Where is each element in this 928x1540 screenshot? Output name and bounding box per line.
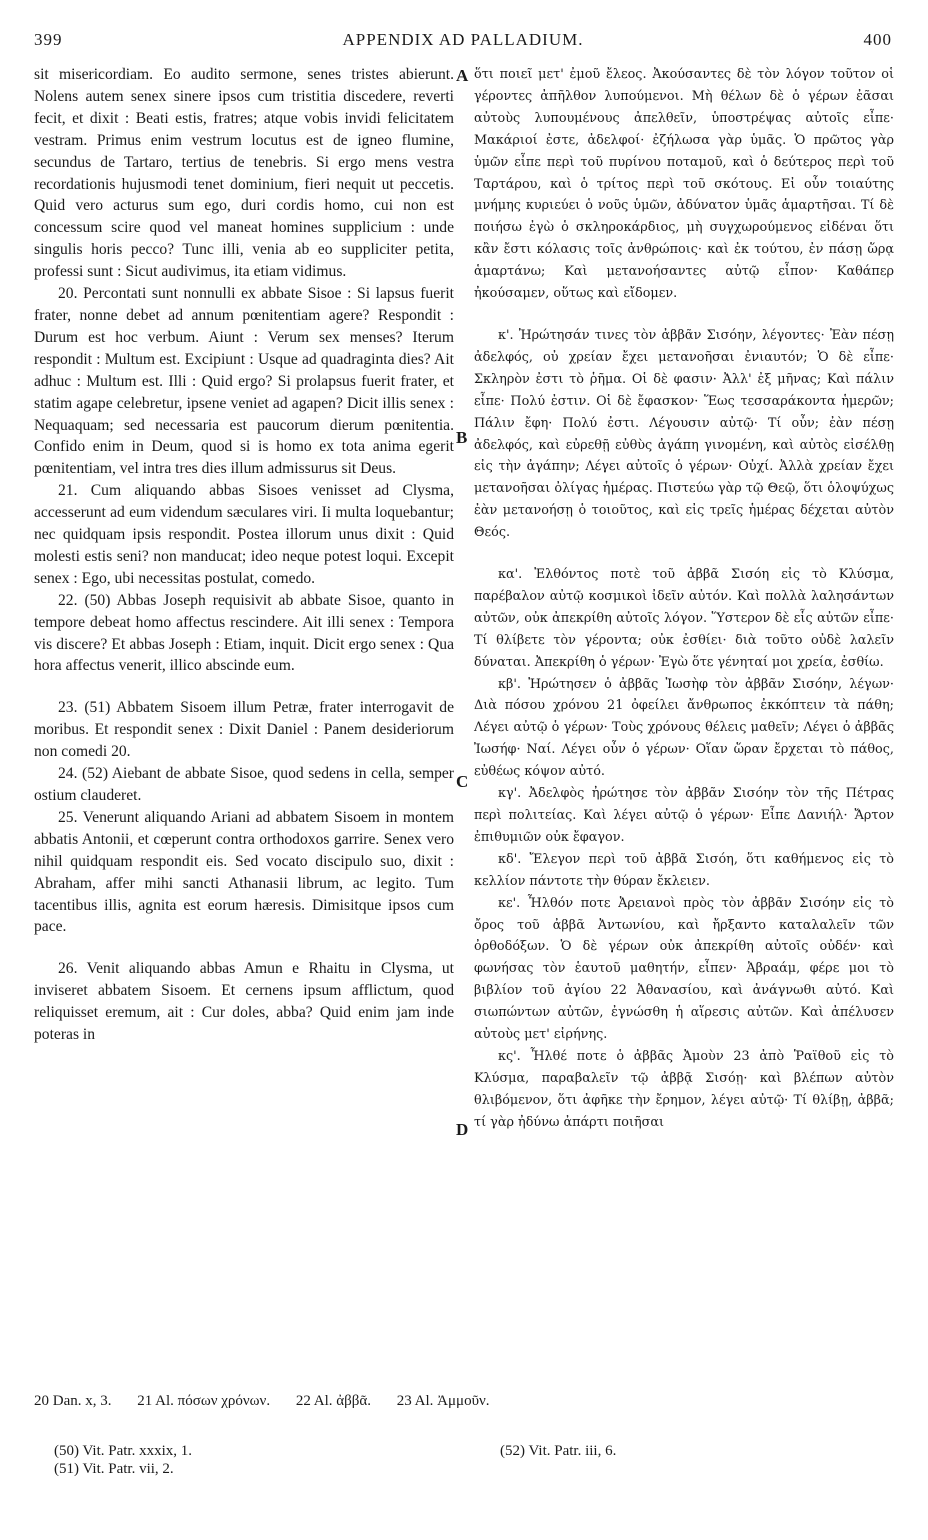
source-reference: (51) Vit. Patr. vii, 2. bbox=[54, 1461, 174, 1477]
running-header bbox=[34, 30, 892, 54]
footnote: 21 Al. πόσων χρόνων. bbox=[137, 1393, 271, 1409]
margin-marker-d: D bbox=[456, 1120, 469, 1139]
greek-paragraph: κα'. Ἐλθόντος ποτὲ τοῦ ἀββᾶ Σισόη εἰς τὸ Κλύσμα, παρέβαλον αὐτῷ κοσμικοὶ ἰδεῖν αὐτόν. Καὶ πολλὰ λαλησάντων αὐτῶν, οὐκ ἀπεκρίθη αὐτοῖς λόγον. Ὕστερον δὲ εἷς αὐτῶν εἶπε· Τί θλίβετε τὸν γέροντα; οὐκ ἐσθίει· διὰ τοῦτο οὐδὲ λαλεῖν δύναται. Ἀπεκρίθη ὁ γέρων· Ἐγὼ ὅτε γένηταί μοι χρεία, ἐσθίω. bbox=[474, 567, 894, 670]
latin-paragraph: 20. Percontati sunt nonnulli ex abbate Sisoe : Si lapsus fuerit frater, nonne debet ad annum pœnitentiam agere? Respondit : Durum est hoc verbum. Aiunt : Verum sex menses? Iterum respondit : Multum est. Excipiunt : Usque ad quadraginta dies? Ait adhuc : Multum est. Illi : Quid ergo? Si prolapsus fuerit frater, et statim agape celebretur, ipsene veniet ad agapen? Dicit illis senex : Nequaquam; sed necessaria est paucorum dierum pœnitentia. Confido enim in Deum, quod si is homo ex tota anima egerit pœnitentiam, vel intra tres dies illum admissurus sit Deus. bbox=[34, 285, 454, 478]
latin-paragraph: 24. (52) Aiebant de abbate Sisoe, quod sedens in cella, semper ostium clauderet. bbox=[34, 765, 454, 804]
latin-paragraph: 26. Venit aliquando abbas Amun e Rhaitu in Clysma, ut inviseret abbatem Sisoem. Et cernens ipsum afflictum, quod reliquisset eremum, ait : Cur doles, abba? Quid enim jam inde poteras in bbox=[34, 960, 454, 1044]
latin-paragraph: sit misericordiam. Eo audito sermone, senes tristes abierunt. Nolens autem senex sinere ipsos cum tristitia discedere, reverti fecit, et dixit : Beati estis, fratres; atque vobis invidi felicitatem vestram. Primus enim vestrum locutus est de igneo flumine, secundus de Tartaro, tertius de tenebris. Si ergo mens vestra recordationis hujusmodi tenet dominium, fieri nequit ut peccetis. Quid vero acturus sum ego, duri cordis homo, cui non est concessum scire quod vel maneat homines supplicium : unde singulis horis pecco? Tunc illi, venia ab eo suppliciter petita, professi sunt : Sicut audivimus, ita etiam vidimus. bbox=[34, 66, 454, 281]
latin-paragraph: 22. (50) Abbas Joseph requisivit ab abbate Sisoe, quanto in tempore debeat homo affectus rescindere. Ait illi senex : Tempora vis discere? Et abbas Joseph : Etiam, inquit. Dicit ergo senex : Qua hora affectus venerit, illico abscinde eum. bbox=[34, 591, 454, 675]
latin-paragraph: 25. Venerunt aliquando Ariani ad abbatem Sisoem in montem abbatis Antonii, et cœperunt contra orthodoxos garrire. Senex vero nihil quidquam respondit eis. Sed vocato discipulo suo, dixit : Abraham, affer mihi sancti Athanasii librum, ac legito. Tum tacentibus illis, agnita est eorum hæresis. Dimisitque ipsos cum pace. bbox=[34, 808, 454, 936]
margin-marker-b: B bbox=[456, 428, 468, 447]
greek-column bbox=[474, 64, 894, 1134]
margin-marker-a: A bbox=[456, 66, 469, 85]
latin-paragraph: 21. Cum aliquando abbas Sisoes venisset ad Clysma, accesserunt ad eum videndum sæculares viri. Ii multa loquebantur; nec quidquam ipsis respondit. Postea illorum unus dixit : Quid molesti estis seni? non manducat; ideo neque potest loqui. Excepit senex : Ego, ubi necessitas postulat, comedo. bbox=[34, 482, 454, 587]
source-list-left bbox=[54, 1442, 192, 1478]
latin-column bbox=[34, 64, 454, 1046]
page-number-left: 399 bbox=[34, 30, 63, 49]
greek-paragraph: κδ'. Ἔλεγον περὶ τοῦ ἀββᾶ Σισόη, ὅτι καθήμενος εἰς τὸ κελλίον πάντοτε τὴν θύραν ἔκλειεν. bbox=[474, 851, 894, 889]
running-title: APPENDIX AD PALLADIUM. bbox=[342, 30, 584, 49]
footnotes bbox=[34, 1393, 892, 1410]
greek-paragraph: κ'. Ἠρώτησάν τινες τὸν ἀββᾶν Σισόην, λέγοντες· Ἐὰν πέσῃ ἀδελφός, οὐ χρείαν ἔχει μετανοῆσαι ἐνιαυτόν; Ὁ δὲ εἶπε· Σκληρὸν ἐστι τὸ ῥῆμα. Οἱ δὲ φασιν· Ἀλλ' ἐξ μῆνας; Καὶ πάλιν εἶπε· Πολύ ἐστιν. Οἱ δὲ ἔφασκον· Ἕως τεσσαράκοντα ἡμερῶν; Πάλιν ἔφη· Πολύ ἐστι. Λέγουσιν αὐτῷ· Τί οὖν; ἐὰν πέσῃ ἀδελφός, καὶ εὐρεθῇ εὐθὺς ἀγάπη γινομένη, καὶ αὐτὸς εἰσέλθῃ εἰς τὴν ἀγάπην; Λέγει αὐτοῖς ὁ γέρων· Οὐχί. Ἀλλὰ χρείαν ἔχει μετανοῆσαι ὀλίγας ἡμέρας. Πιστεύω γὰρ τῷ Θεῷ, ὅτι ὁλοψύχως ἐὰν μετανοήσῃ ὁ τοιοῦτος, καὶ εἰς τρεῖς ἡμέρας δέχεται αὐτὸν Θεός. bbox=[474, 327, 894, 541]
footnote: 22 Al. ἀββᾶ. bbox=[295, 1393, 371, 1409]
margin-marker-c: C bbox=[456, 772, 469, 791]
source-reference: (52) Vit. Patr. iii, 6. bbox=[500, 1443, 617, 1459]
footnote: 23 Al. Ἀμμοῦν. bbox=[396, 1393, 490, 1409]
greek-paragraph: κε'. Ἦλθόν ποτε Ἀρειανοὶ πρὸς τὸν ἀββᾶν Σισόην εἰς τὸ ὄρος τοῦ ἀββᾶ Ἀντωνίου, καὶ ἤρξαντο καταλαλεῖν τῶν ὀρθοδόξων. Ὁ δὲ γέρων οὐκ ἀπεκρίθη αὐτοῖς οὐδέν· καὶ φωνήσας τὸν ἑαυτοῦ μαθητήν, εἶπεν· Ἀβραάμ, φέρε μοι τὸ βιβλίον τοῦ ἁγίου 22 Ἀθανασίου, καὶ ἀνάγνωθι αὐτό. Καὶ σιωπώντων αὐτῶν, ἐγνώσθη ἡ αἵρεσις αὐτῶν. Καὶ ἀπέλυσεν αὐτοὺς μετ' εἰρήνης. bbox=[474, 895, 894, 1043]
latin-paragraph: 23. (51) Abbatem Sisoem illum Petræ, frater interrogavit de moribus. Et respondit senex : Dixit Daniel : Panem desideriorum non comedi 20. bbox=[34, 699, 454, 761]
greek-paragraph: κβ'. Ἠρώτησεν ὁ ἀββᾶς Ἰωσὴφ τὸν ἀββᾶν Σισόην, λέγων· Διὰ πόσου χρόνου 21 ὀφείλει ἄνθρωπος ἐκκόπτειν τὰ πάθη; Λέγει αὐτῷ ὁ γέρων· Τοὺς χρόνους θέλεις μαθεῖν; Λέγει ὁ ἀββᾶς Ἰωσήφ· Ναί. Λέγει οὖν ὁ γέρων· Οἵαν ὥραν ἔρχεται τὸ πάθος, εὐθέως κόψον αὐτό. bbox=[474, 676, 894, 780]
greek-paragraph: ὅτι ποιεῖ μετ' ἐμοῦ ἔλεος. Ἀκούσαντες δὲ τὸν λόγον τοῦτον οἱ γέροντες ἀπῆλθον λυπούμενοι. Μὴ θέλων δὲ ὁ γέρων ἐᾶσαι αὐτοὺς λυπουμένους ἀπελθεῖν, ὑποστρέψας αὐτοῖς εἶπε· Μακάριοί ἐστε, ἀδελφοί· ἐζήλωσα γὰρ ὑμᾶς. Ὁ πρῶτος γὰρ ὑμῶν εἶπε περὶ τοῦ πυρίνου ποταμοῦ, καὶ ὁ δεύτερος περὶ τοῦ Ταρτάρου, καὶ ὁ τρίτος περὶ τοῦ σκότους. Εἰ οὖν τοιαύτης μνήμης κυριεύει ὁ νοῦς ὑμῶν, ἀδύνατον ὑμᾶς ἁμαρτῆσαι. Τί δὲ ποιήσω ἐγὼ ὁ σκληροκάρδιος, μὴ συγχωρούμενος εἰδέναι ὅτι κἂν ἔστι κόλασις τοῖς ἀνθρώποις· καὶ ἐκ τούτου, ἐν πάσῃ ὥρᾳ ἁμαρτάνω; Καὶ μετανοήσαντες αὐτῷ εἶπον· Καθάπερ ἠκούσαμεν, οὕτως καὶ εἴδομεν. bbox=[474, 67, 894, 302]
page-number-right: 400 bbox=[863, 30, 892, 49]
footnote: 20 Dan. x, 3. bbox=[34, 1393, 112, 1409]
source-reference: (50) Vit. Patr. xxxix, 1. bbox=[54, 1443, 192, 1459]
greek-paragraph: κγ'. Ἀδελφὸς ἠρώτησε τὸν ἀββᾶν Σισόην τὸν τῆς Πέτρας περὶ πολιτείας. Καὶ λέγει αὐτῷ ὁ γέρων· Εἶπε Δανιήλ· Ἄρτον ἐπιθυμιῶν οὐκ ἔφαγον. bbox=[474, 786, 894, 845]
source-list-right bbox=[500, 1442, 616, 1460]
greek-paragraph: κς'. Ἦλθέ ποτε ὁ ἀββᾶς Ἀμοὺν 23 ἀπὸ Ῥαϊθοῦ εἰς τὸ Κλύσμα, παραβαλεῖν τῷ ἀββᾷ Σισόῃ· καὶ βλέπων αὐτὸν θλιβόμενον, ὅτι ἀφῆκε τὴν ἔρημον, λέγει αὐτῷ· Τί θλίβῃ, ἀββᾶ; τί γὰρ ἠδύνω ἀπάρτι ποιῆσαι bbox=[474, 1048, 894, 1130]
